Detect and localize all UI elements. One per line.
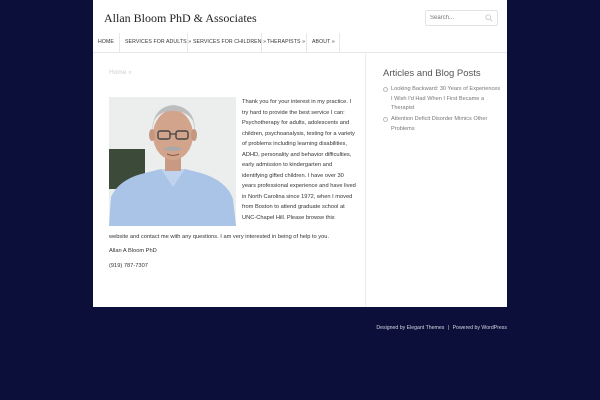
- bullet-icon: [383, 87, 388, 92]
- search-icon[interactable]: [485, 14, 493, 22]
- footer-separator: |: [447, 325, 450, 331]
- page-container: [93, 0, 507, 307]
- footer-powered-by[interactable]: Powered by WordPress: [452, 325, 507, 331]
- nav-item-home[interactable]: HOME: [93, 33, 120, 52]
- sidebar-post-item: [383, 115, 501, 134]
- portrait-image: [109, 97, 236, 226]
- nav-item-about[interactable]: ABOUT »: [307, 33, 340, 52]
- bio-text-continued: website and contact me with any questions. I am very interested in being of help to you.: [109, 234, 330, 240]
- footer-designed-by[interactable]: Designed by Elegant Themes: [376, 325, 445, 331]
- main-content: [93, 53, 366, 307]
- post-link[interactable]: Looking Backward: 30 Years of Experiences I Wish I'd Had When I First Became a Therapist: [391, 86, 501, 112]
- sidebar: [366, 53, 507, 307]
- search-box: [425, 10, 498, 26]
- bio-text: Thank you for your interest in my practice. I try hard to provide the best service I can: Psychotherapy for adults, adolescents and children, psychoanalysis, testing for a variety of problems including learning disabilities, ADHD, personality and behavior difficulties, early admission to kindergarten and identifying gifted children. I have over 30 years professional experience and have lived in North Carolina since 1972, when I moved from Boston to attend graduate school at UNC-Chapel Hill. Please browse this: [242, 99, 356, 221]
- main-nav: [93, 33, 507, 53]
- signature-name: Allan A Bloom PhD: [109, 248, 157, 254]
- search-input[interactable]: [426, 11, 486, 25]
- breadcrumb[interactable]: Home »: [109, 69, 132, 76]
- sidebar-title: Articles and Blog Posts: [383, 68, 481, 79]
- site-title[interactable]: Allan Bloom PhD & Associates: [104, 11, 257, 25]
- nav-item-therapists[interactable]: THERAPISTS »: [262, 33, 307, 52]
- bullet-icon: [383, 117, 388, 122]
- post-link[interactable]: Attention Deficit Disorder Mimics Other Problems: [391, 116, 488, 132]
- nav-item-services-adults[interactable]: SERVICES FOR ADULTS »: [120, 33, 188, 52]
- profile-photo: [109, 97, 236, 226]
- footer: [93, 325, 507, 331]
- site-header: [93, 0, 507, 34]
- signature-phone: (919) 787-7307: [109, 263, 148, 269]
- sidebar-post-item: [383, 85, 501, 114]
- nav-item-services-children[interactable]: SERVICES FOR CHILDREN »: [188, 33, 262, 52]
